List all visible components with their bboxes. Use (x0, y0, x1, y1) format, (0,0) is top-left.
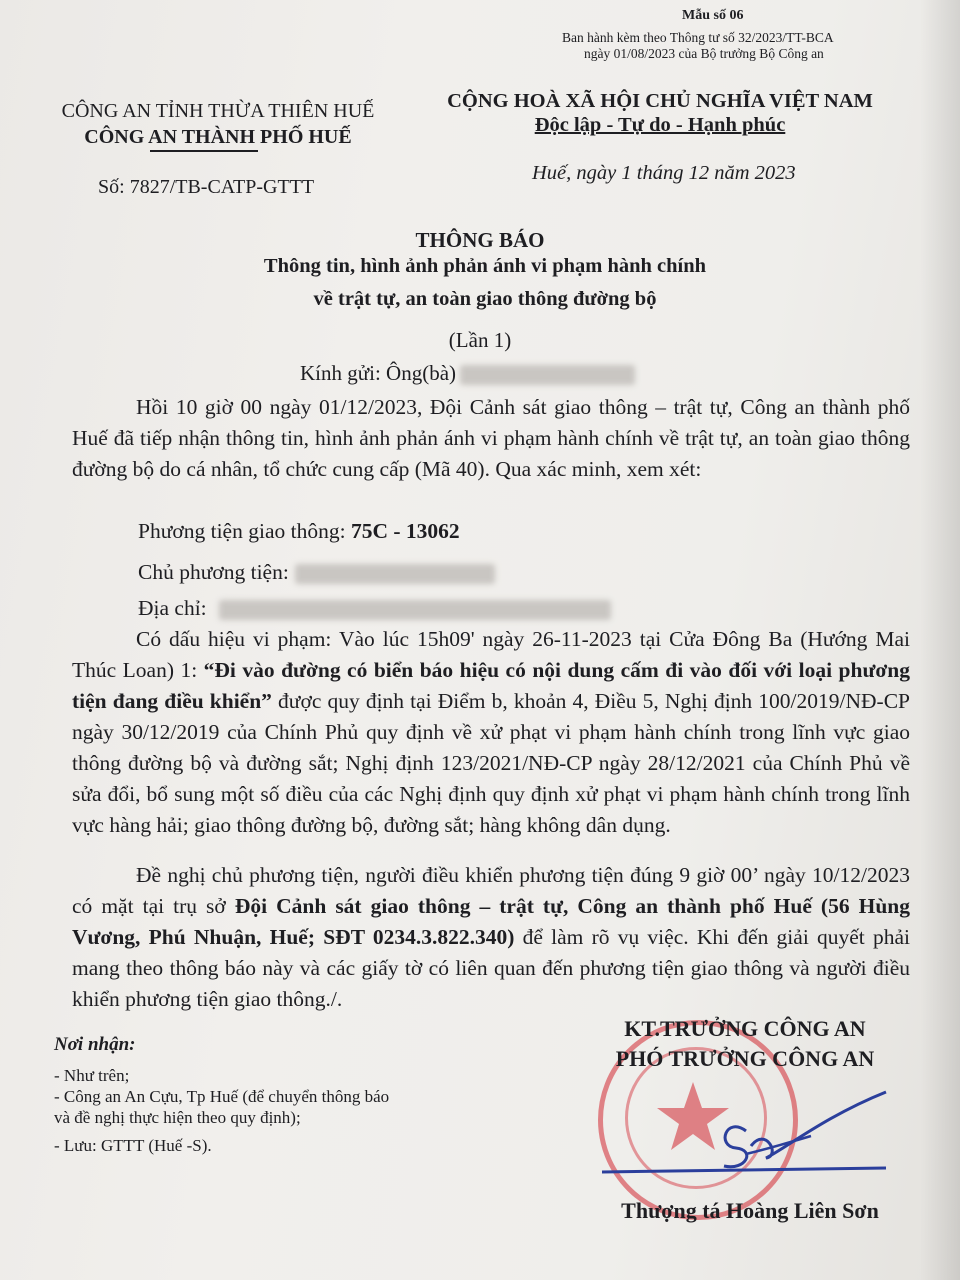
recipients-item-3: - Lưu: GTTT (Huế -S). (54, 1136, 212, 1155)
recipients-item-1: - Như trên; (54, 1066, 130, 1085)
request-location: Đội Cảnh sát giao thông – trật tự, Công an thành phố Huế (56 Hùng Vương, Phú Nhuận, Huế; SĐT 0234.3.822.340) (72, 894, 910, 949)
violation-legal-basis: được quy định tại Điểm b, khoản 4, Điều 5, Nghị định 100/2019/NĐ-CP ngày 30/12/2019 của Chính Phủ quy định về xử phạt vi phạm hành chính trong lĩnh vực giao thông đường bộ và đường sắt; Nghị định 123/2021/NĐ-CP ngày 28/12/2021 của Chính Phủ về sửa đổi, bổ sung một số điều của các Nghị định quy định xử phạt vi phạm hành chính trong lĩnh vực hàng hải; giao thông đường bộ, đường sắt; hàng không dân dụng. (72, 689, 910, 837)
document-number-label: Số: (98, 176, 125, 198)
violation-intro: Có dấu hiệu vi phạm: Vào lúc 15h09' ngày 26-11-2023 tại Cửa Đông Ba (Hướng Mai Thúc Loan) 1: (72, 627, 910, 682)
vehicle-label: Phương tiện giao thông: (138, 519, 346, 543)
recipients-item-2a: - Công an An Cựu, Tp Huế (để chuyển thông báo (54, 1087, 390, 1106)
vehicle-line (138, 519, 460, 544)
signer-name: Thượng tá Hoàng Liên Sơn (621, 1198, 879, 1223)
recipients-item-2b: và đề nghị thực hiện theo quy định); (54, 1108, 301, 1127)
document-number (98, 176, 314, 199)
signature-line-1: KT.TRƯỞNG CÔNG AN (624, 1016, 866, 1041)
handwritten-signature (596, 1076, 896, 1186)
address-redacted (219, 600, 611, 620)
agency-name: CÔNG AN THÀNH PHỐ HUẾ (84, 126, 352, 148)
page-edge-shadow (920, 0, 960, 1280)
signature-line-2: PHÓ TRƯỞNG CÔNG AN (615, 1046, 875, 1071)
form-code: Mẫu số 06 (682, 8, 744, 23)
violation-description: “Đi vào đường có biển báo hiệu có nội dung cấm đi vào đối với loại phương tiện đang điều khiển” (72, 658, 910, 713)
address-label: Địa chỉ: (138, 596, 207, 620)
address-line (138, 596, 611, 621)
paragraph-request (72, 860, 910, 1015)
paragraph-intro: Hồi 10 giờ 00 ngày 01/12/2023, Đội Cảnh sát giao thông – trật tự, Công an thành phố Huế đã tiếp nhận thông tin, hình ảnh phản ánh vi phạm hành chính về trật tự, an toàn giao thông đường bộ do cá nhân, tổ chức cung cấp (Mã 40). Qua xác minh, xem xét: (72, 395, 910, 481)
notice-title: THÔNG BÁO (415, 228, 545, 252)
recipients-title: Nơi nhận: (54, 1034, 136, 1055)
request-instructions: để làm rõ vụ việc. Khi đến giải quyết phải mang theo thông báo này và các giấy tờ có liên quan đến phương tiện giao thông và người điều khiển phương tiện giao thông./. (72, 925, 910, 1011)
recipient-name-redacted (460, 365, 635, 385)
nation-motto: Độc lập - Tự do - Hạnh phúc (534, 114, 786, 136)
notice-subtitle-2: về trật tự, an toàn giao thông đường bộ (313, 288, 657, 310)
place-date: Huế, ngày 1 tháng 12 năm 2023 (532, 162, 796, 184)
vehicle-plate: 75C - 13062 (350, 519, 460, 543)
owner-name-redacted (295, 564, 495, 584)
recipient-line (300, 361, 635, 386)
recipient-label: Kính gửi: Ông(bà) (300, 361, 457, 385)
agency-underline (150, 150, 258, 152)
paragraph-violation (72, 624, 910, 841)
agency-parent: CÔNG AN TỈNH THỪA THIÊN HUẾ (61, 100, 375, 122)
owner-line (138, 560, 495, 585)
notice-round: (Lần 1) (448, 328, 512, 352)
document-number-value: 7827/TB-CATP-GTTT (129, 176, 315, 198)
request-intro: Đề nghị chủ phương tiện, người điều khiển phương tiện đúng 9 giờ 00’ ngày 10/12/2023 có mặt tại trụ sở (72, 863, 910, 918)
nation-title: CỘNG HOÀ XÃ HỘI CHỦ NGHĨA VIỆT NAM (447, 90, 873, 112)
owner-label: Chủ phương tiện: (138, 560, 289, 584)
notice-subtitle-1: Thông tin, hình ảnh phản ánh vi phạm hành chính (263, 255, 707, 277)
form-issued-line1: Ban hành kèm theo Thông tư số 32/2023/TT-BCA (562, 30, 834, 45)
form-issued-line2: ngày 01/08/2023 của Bộ trưởng Bộ Công an (584, 46, 824, 61)
